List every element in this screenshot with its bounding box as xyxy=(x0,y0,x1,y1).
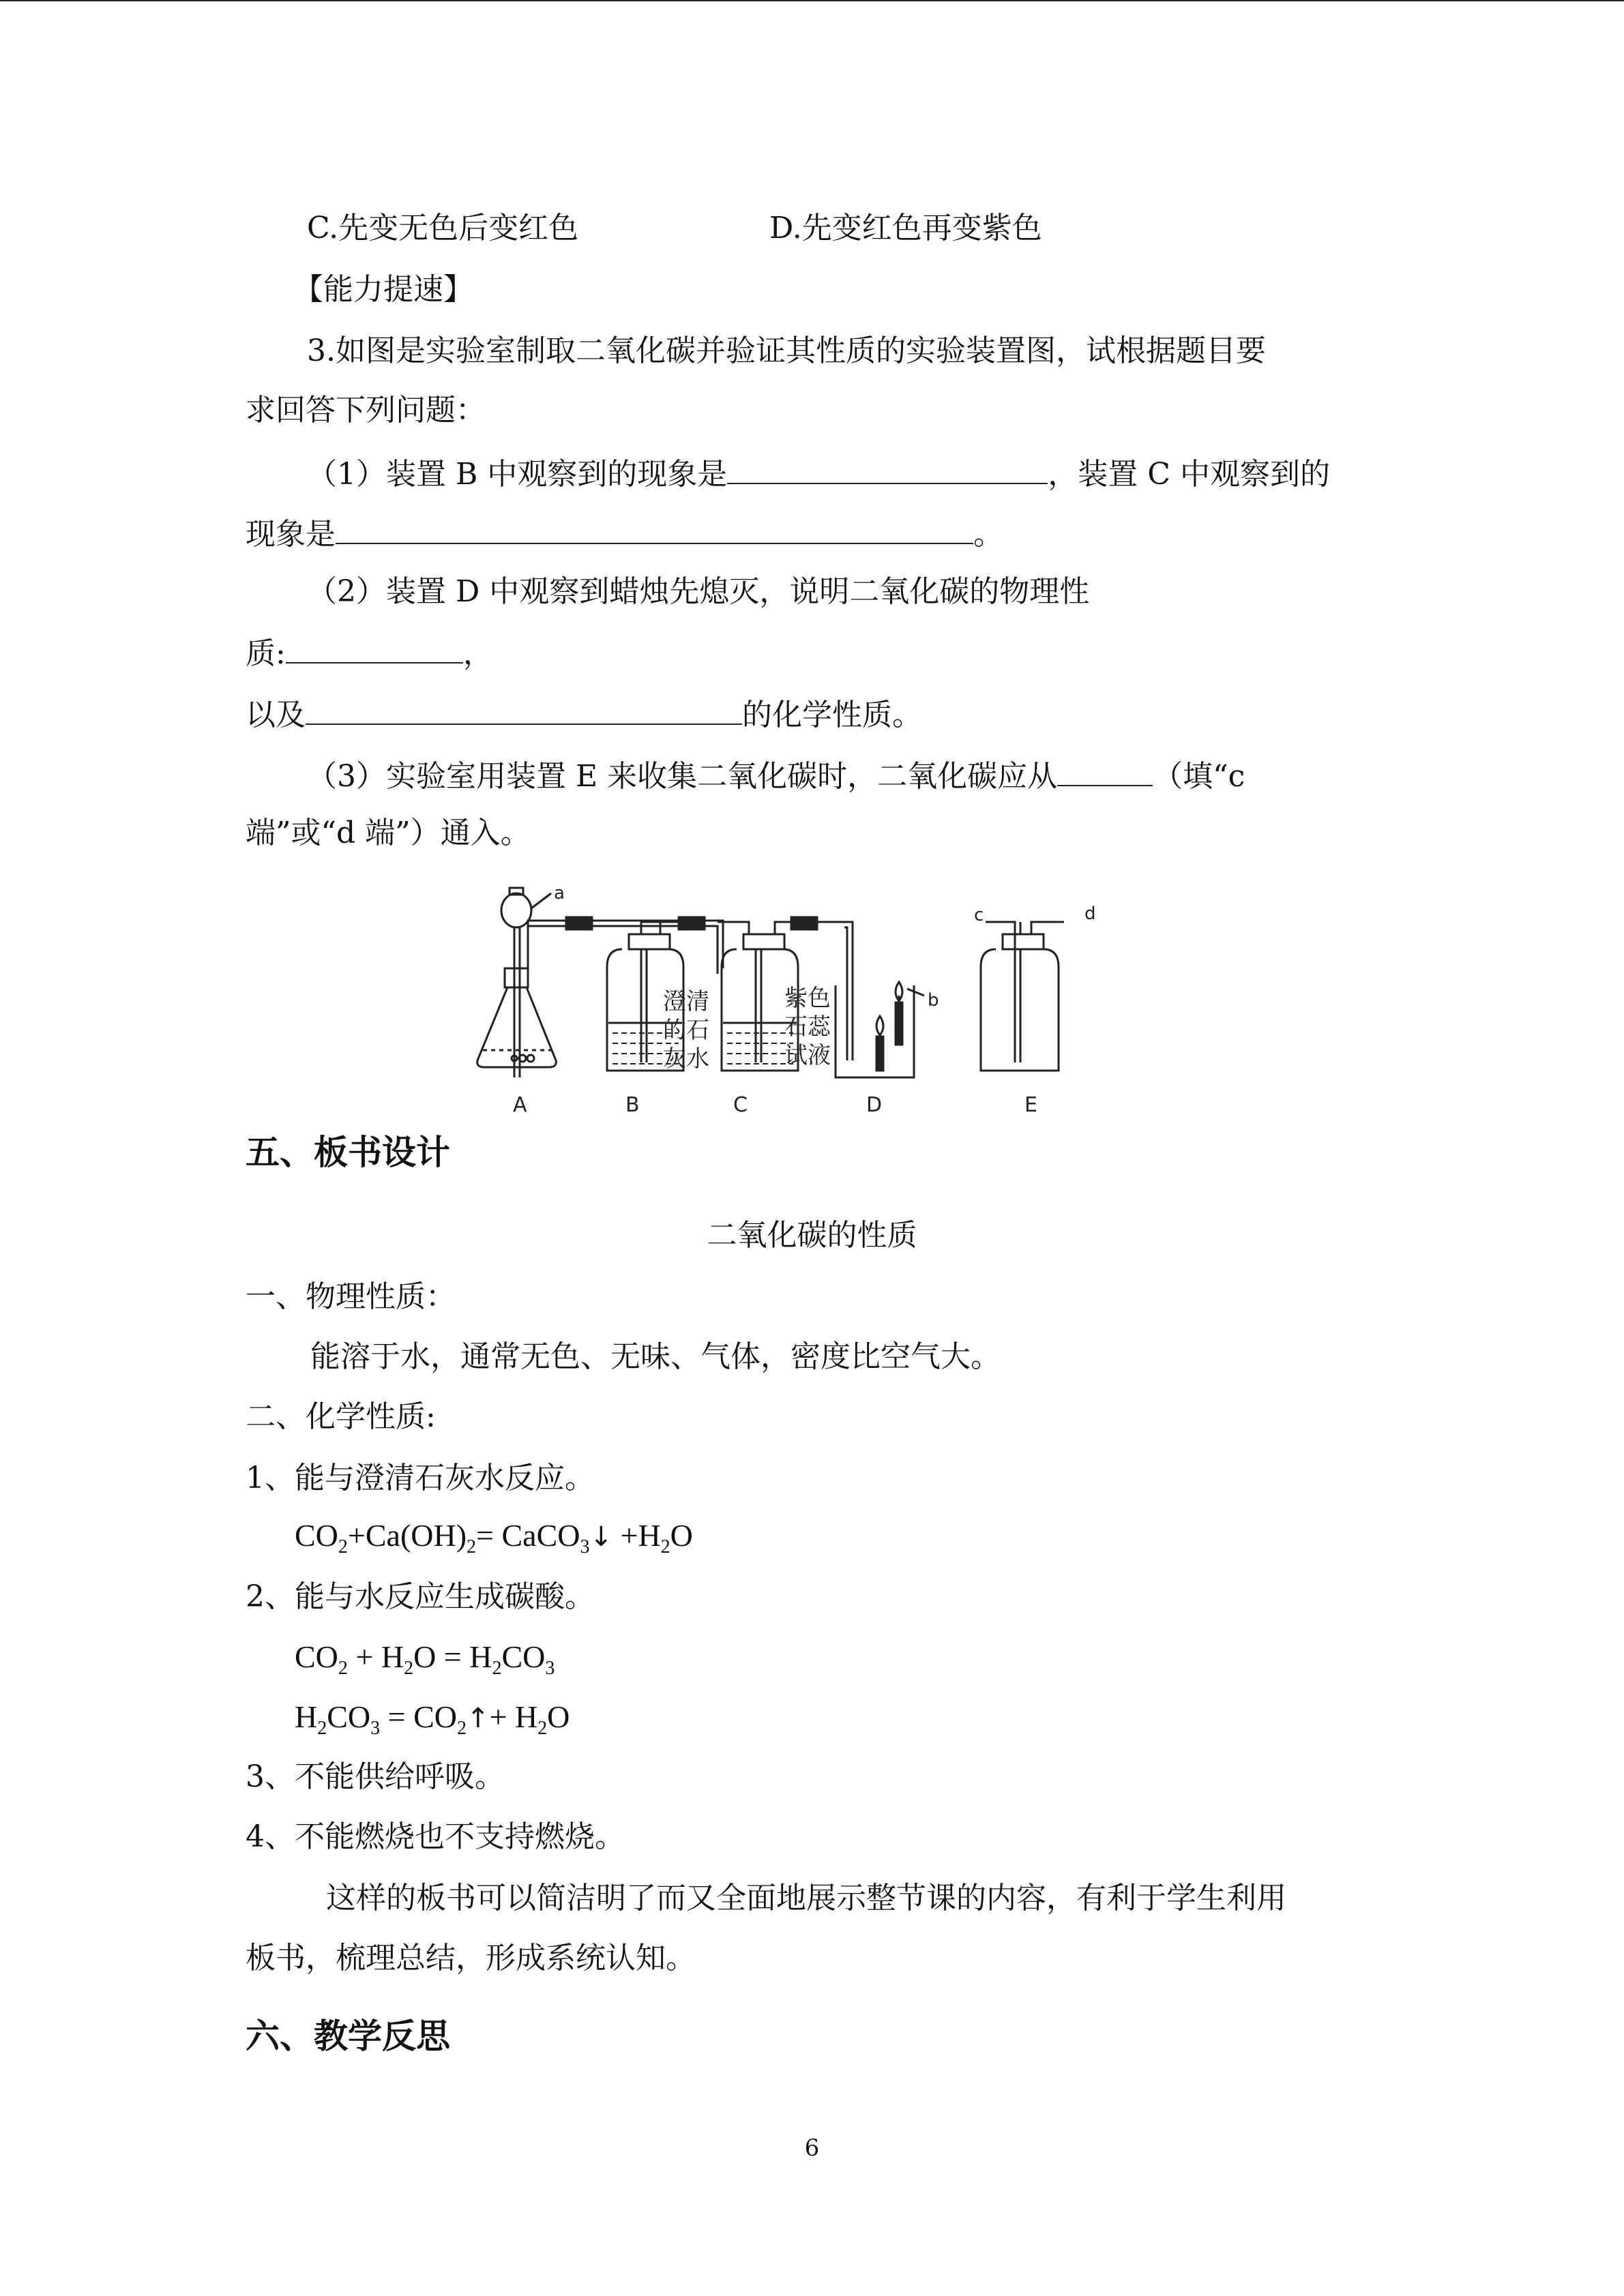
q3-part3-text-b: （填“c xyxy=(1153,759,1245,794)
section-ability: 【能力提速】 xyxy=(293,272,473,307)
eq3-sub: 3 xyxy=(370,1718,381,1740)
q3-part1-text-a: （1）装置 B 中观察到的现象是 xyxy=(307,457,728,492)
q3-part1-end: 。 xyxy=(973,517,1003,552)
eq2-sub: 2 xyxy=(492,1658,502,1680)
physical-content: 能溶于水，通常无色、无味、气体，密度比空气大。 xyxy=(310,1339,1001,1374)
label-a: a xyxy=(554,883,565,904)
chem-item-4: 4、不能燃烧也不支持燃烧。 xyxy=(246,1819,625,1854)
apparatus-e-bottle xyxy=(981,922,1064,1071)
label-c: c xyxy=(974,905,984,925)
q3-part1-line2 xyxy=(246,511,1003,555)
board-title: 二氧化碳的性质 xyxy=(707,1218,917,1253)
answer-blank-end[interactable] xyxy=(1057,754,1153,786)
q3-part1-text-c: 现象是 xyxy=(246,517,336,552)
eq3-sub: 2 xyxy=(317,1718,327,1740)
q3-stem-line1: 3.如图是实验室制取二氧化碳并验证其性质的实验装置图，试根据题目要 xyxy=(307,333,1266,368)
section6-heading: 六、教学反思 xyxy=(246,2016,450,2056)
apparatus-label-d: D xyxy=(866,1093,883,1117)
eq2-part: + H xyxy=(347,1639,404,1674)
liquid-b-line1: 澄清 xyxy=(663,988,709,1015)
equation-1 xyxy=(295,1515,693,1568)
q3-part2-text-d: 的化学性质。 xyxy=(742,698,922,732)
summary-line1: 这样的板书可以简洁明了而又全面地展示整节课的内容，有利于学生利用 xyxy=(326,1881,1286,1915)
eq3-part: O xyxy=(547,1699,570,1734)
liquid-b-line3: 灰水 xyxy=(663,1045,709,1073)
eq3-sub: 2 xyxy=(537,1718,548,1740)
liquid-c-line3: 试液 xyxy=(784,1042,831,1069)
eq1-sub: 3 xyxy=(580,1536,590,1558)
label-b: b xyxy=(928,990,939,1011)
liquid-c-line2: 石蕊 xyxy=(784,1013,831,1041)
summary-line2: 板书，梳理总结，形成系统认知。 xyxy=(246,1941,696,1976)
precipitate-arrow: ↓ xyxy=(589,1521,612,1553)
q3-part3-text-a: （3）实验室用装置 E 来收集二氧化碳时，二氧化碳应从 xyxy=(307,759,1058,794)
answer-blank-chemical[interactable] xyxy=(306,692,742,725)
eq1-sub: 2 xyxy=(338,1536,348,1558)
apparatus-d-beaker xyxy=(836,922,924,1077)
liquid-b-line2: 的石 xyxy=(663,1017,709,1044)
q3-part1-line1 xyxy=(307,451,1330,495)
q3-part2-line2 xyxy=(246,631,493,674)
eq1-sub: 2 xyxy=(467,1536,477,1558)
chem-item-2: 2、能与水反应生成碳酸。 xyxy=(246,1579,595,1614)
eq3-part: H xyxy=(295,1699,318,1734)
gas-arrow: ↑ xyxy=(466,1703,490,1734)
eq2-part: O = H xyxy=(413,1639,492,1674)
answer-blank-c[interactable] xyxy=(336,511,973,544)
equation-3 xyxy=(295,1697,570,1749)
label-d: d xyxy=(1084,904,1096,924)
page-number: 6 xyxy=(804,2134,820,2162)
apparatus-label-a: A xyxy=(513,1093,527,1117)
page-top-border xyxy=(0,0,1624,1)
chem-item-1: 1、能与澄清石灰水反应。 xyxy=(246,1461,595,1495)
answer-blank-physical[interactable] xyxy=(286,631,463,664)
q3-part1-text-b: ，装置 C 中观察到的 xyxy=(1048,457,1330,492)
eq2-sub: 3 xyxy=(545,1658,555,1680)
q3-part2-line3 xyxy=(246,692,922,736)
eq1-part: O xyxy=(670,1518,693,1553)
q3-part3-line1 xyxy=(307,754,1245,797)
eq1-part: CO xyxy=(295,1518,338,1553)
q3-part2-text-b: 质: xyxy=(246,636,286,671)
eq2-part: CO xyxy=(295,1639,338,1674)
eq3-part: = CO xyxy=(380,1699,457,1734)
q3-part2-text-c: 以及 xyxy=(246,698,306,732)
chemical-heading: 二、化学性质: xyxy=(246,1399,436,1434)
eq3-part: CO xyxy=(327,1699,371,1734)
apparatus-label-e: E xyxy=(1024,1093,1037,1117)
option-d: D.先变红色再变紫色 xyxy=(769,211,1042,245)
option-c: C.先变无色后变红色 xyxy=(307,211,579,245)
q3-stem-line2: 求回答下列问题： xyxy=(246,393,486,428)
eq1-part: = CaCO xyxy=(476,1518,580,1553)
eq1-part: +H xyxy=(612,1518,661,1553)
eq1-part: +Ca(OH) xyxy=(347,1518,467,1553)
eq1-sub: 2 xyxy=(660,1536,670,1558)
q3-part2-line1: （2）装置 D 中观察到蜡烛先熄灭，说明二氧化碳的物理性 xyxy=(307,574,1090,609)
answer-blank-b[interactable] xyxy=(727,451,1048,484)
eq2-sub: 2 xyxy=(404,1658,414,1680)
liquid-c-line1: 紫色 xyxy=(784,985,831,1012)
eq2-part: CO xyxy=(501,1639,546,1674)
section5-heading: 五、板书设计 xyxy=(246,1133,450,1172)
apparatus-label-c: C xyxy=(733,1093,748,1117)
physical-heading: 一、物理性质： xyxy=(246,1279,456,1314)
eq3-part: + H xyxy=(489,1699,538,1734)
apparatus-figure xyxy=(471,880,1119,1125)
apparatus-label-b: B xyxy=(625,1093,640,1117)
q3-part3-line2: 端”或“d 端”）通入。 xyxy=(246,816,531,850)
eq3-sub: 2 xyxy=(456,1718,467,1740)
q3-part2-comma: ， xyxy=(462,636,493,671)
chem-item-3: 3、不能供给呼吸。 xyxy=(246,1759,505,1794)
eq2-sub: 2 xyxy=(338,1658,348,1680)
equation-2 xyxy=(295,1637,555,1689)
